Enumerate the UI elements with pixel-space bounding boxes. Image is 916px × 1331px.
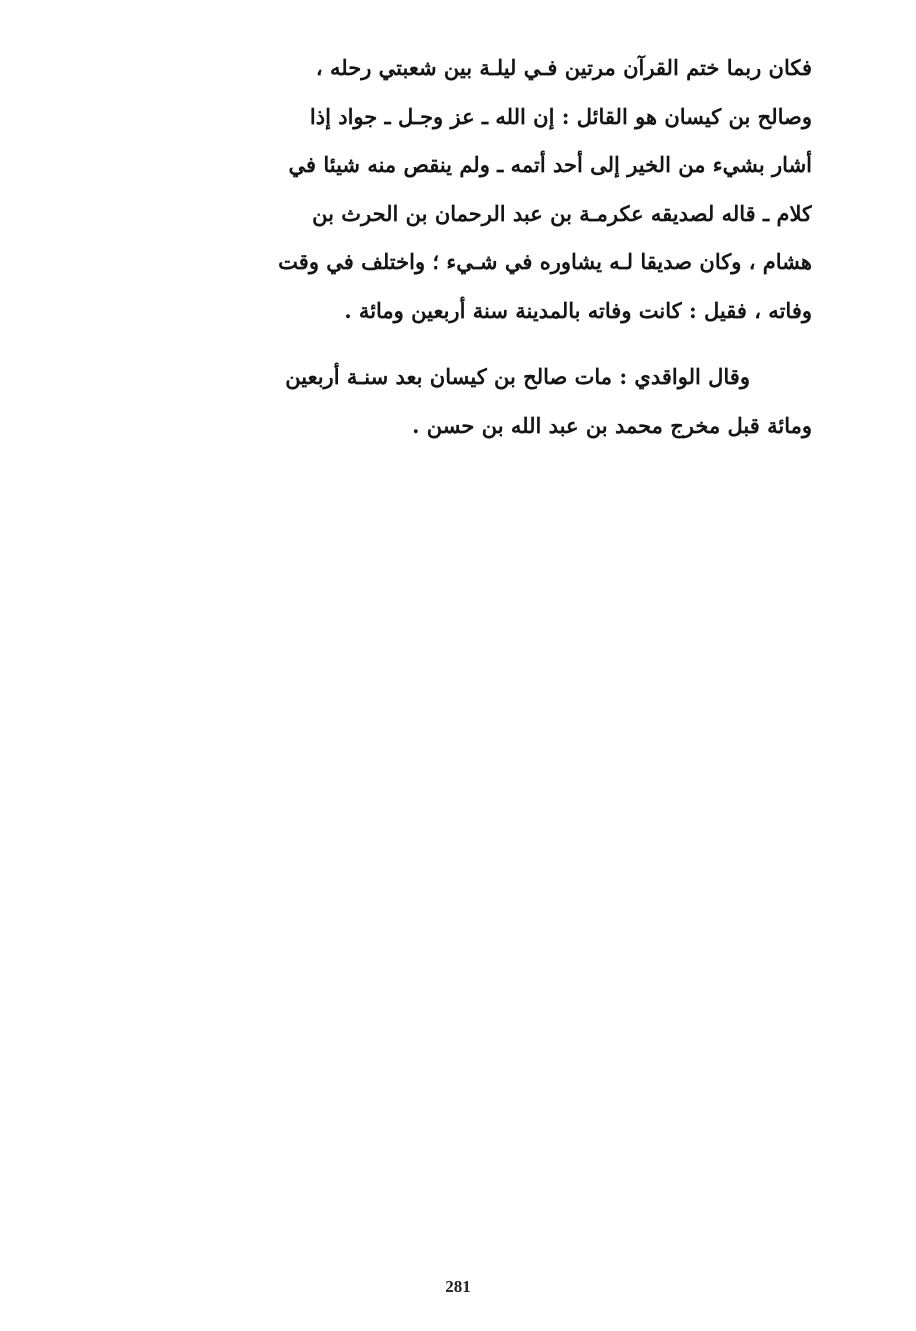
paragraph-1 (170, 44, 812, 335)
text-line: أشار بشيء من الخير إلى أحد أتمه ـ ولم ينقص منه شيئا في (288, 152, 812, 177)
text-line: ومائة قبل مخرج محمد بن عبد الله بن حسن . (412, 412, 812, 438)
page-number: 281 (445, 1277, 471, 1296)
text-line: وصالح بن كيسان هو القائل : إن الله ـ عز وجـل ـ جواد إذا (309, 103, 812, 129)
text-line: كلام ـ قاله لصديقه عكرمـة بن عبد الرحمان بن الحرث بن (312, 200, 812, 226)
text-line: هشام ، وكان صديقا لـه يشاوره في شـيء ؛ واختلف في وقت (278, 249, 812, 274)
paragraph-2 (170, 353, 812, 450)
text-line: فكان ربما ختم القرآن مرتين فـي ليلـة بين شعبتي رحله ، (315, 55, 812, 80)
text-line: وقال الواقدي : مات صالح بن كيسان بعد سنـة أربعين (285, 364, 750, 389)
text-line: وفاته ، فقيل : كانت وفاته بالمدينة سنة أربعين ومائة . (344, 297, 812, 323)
